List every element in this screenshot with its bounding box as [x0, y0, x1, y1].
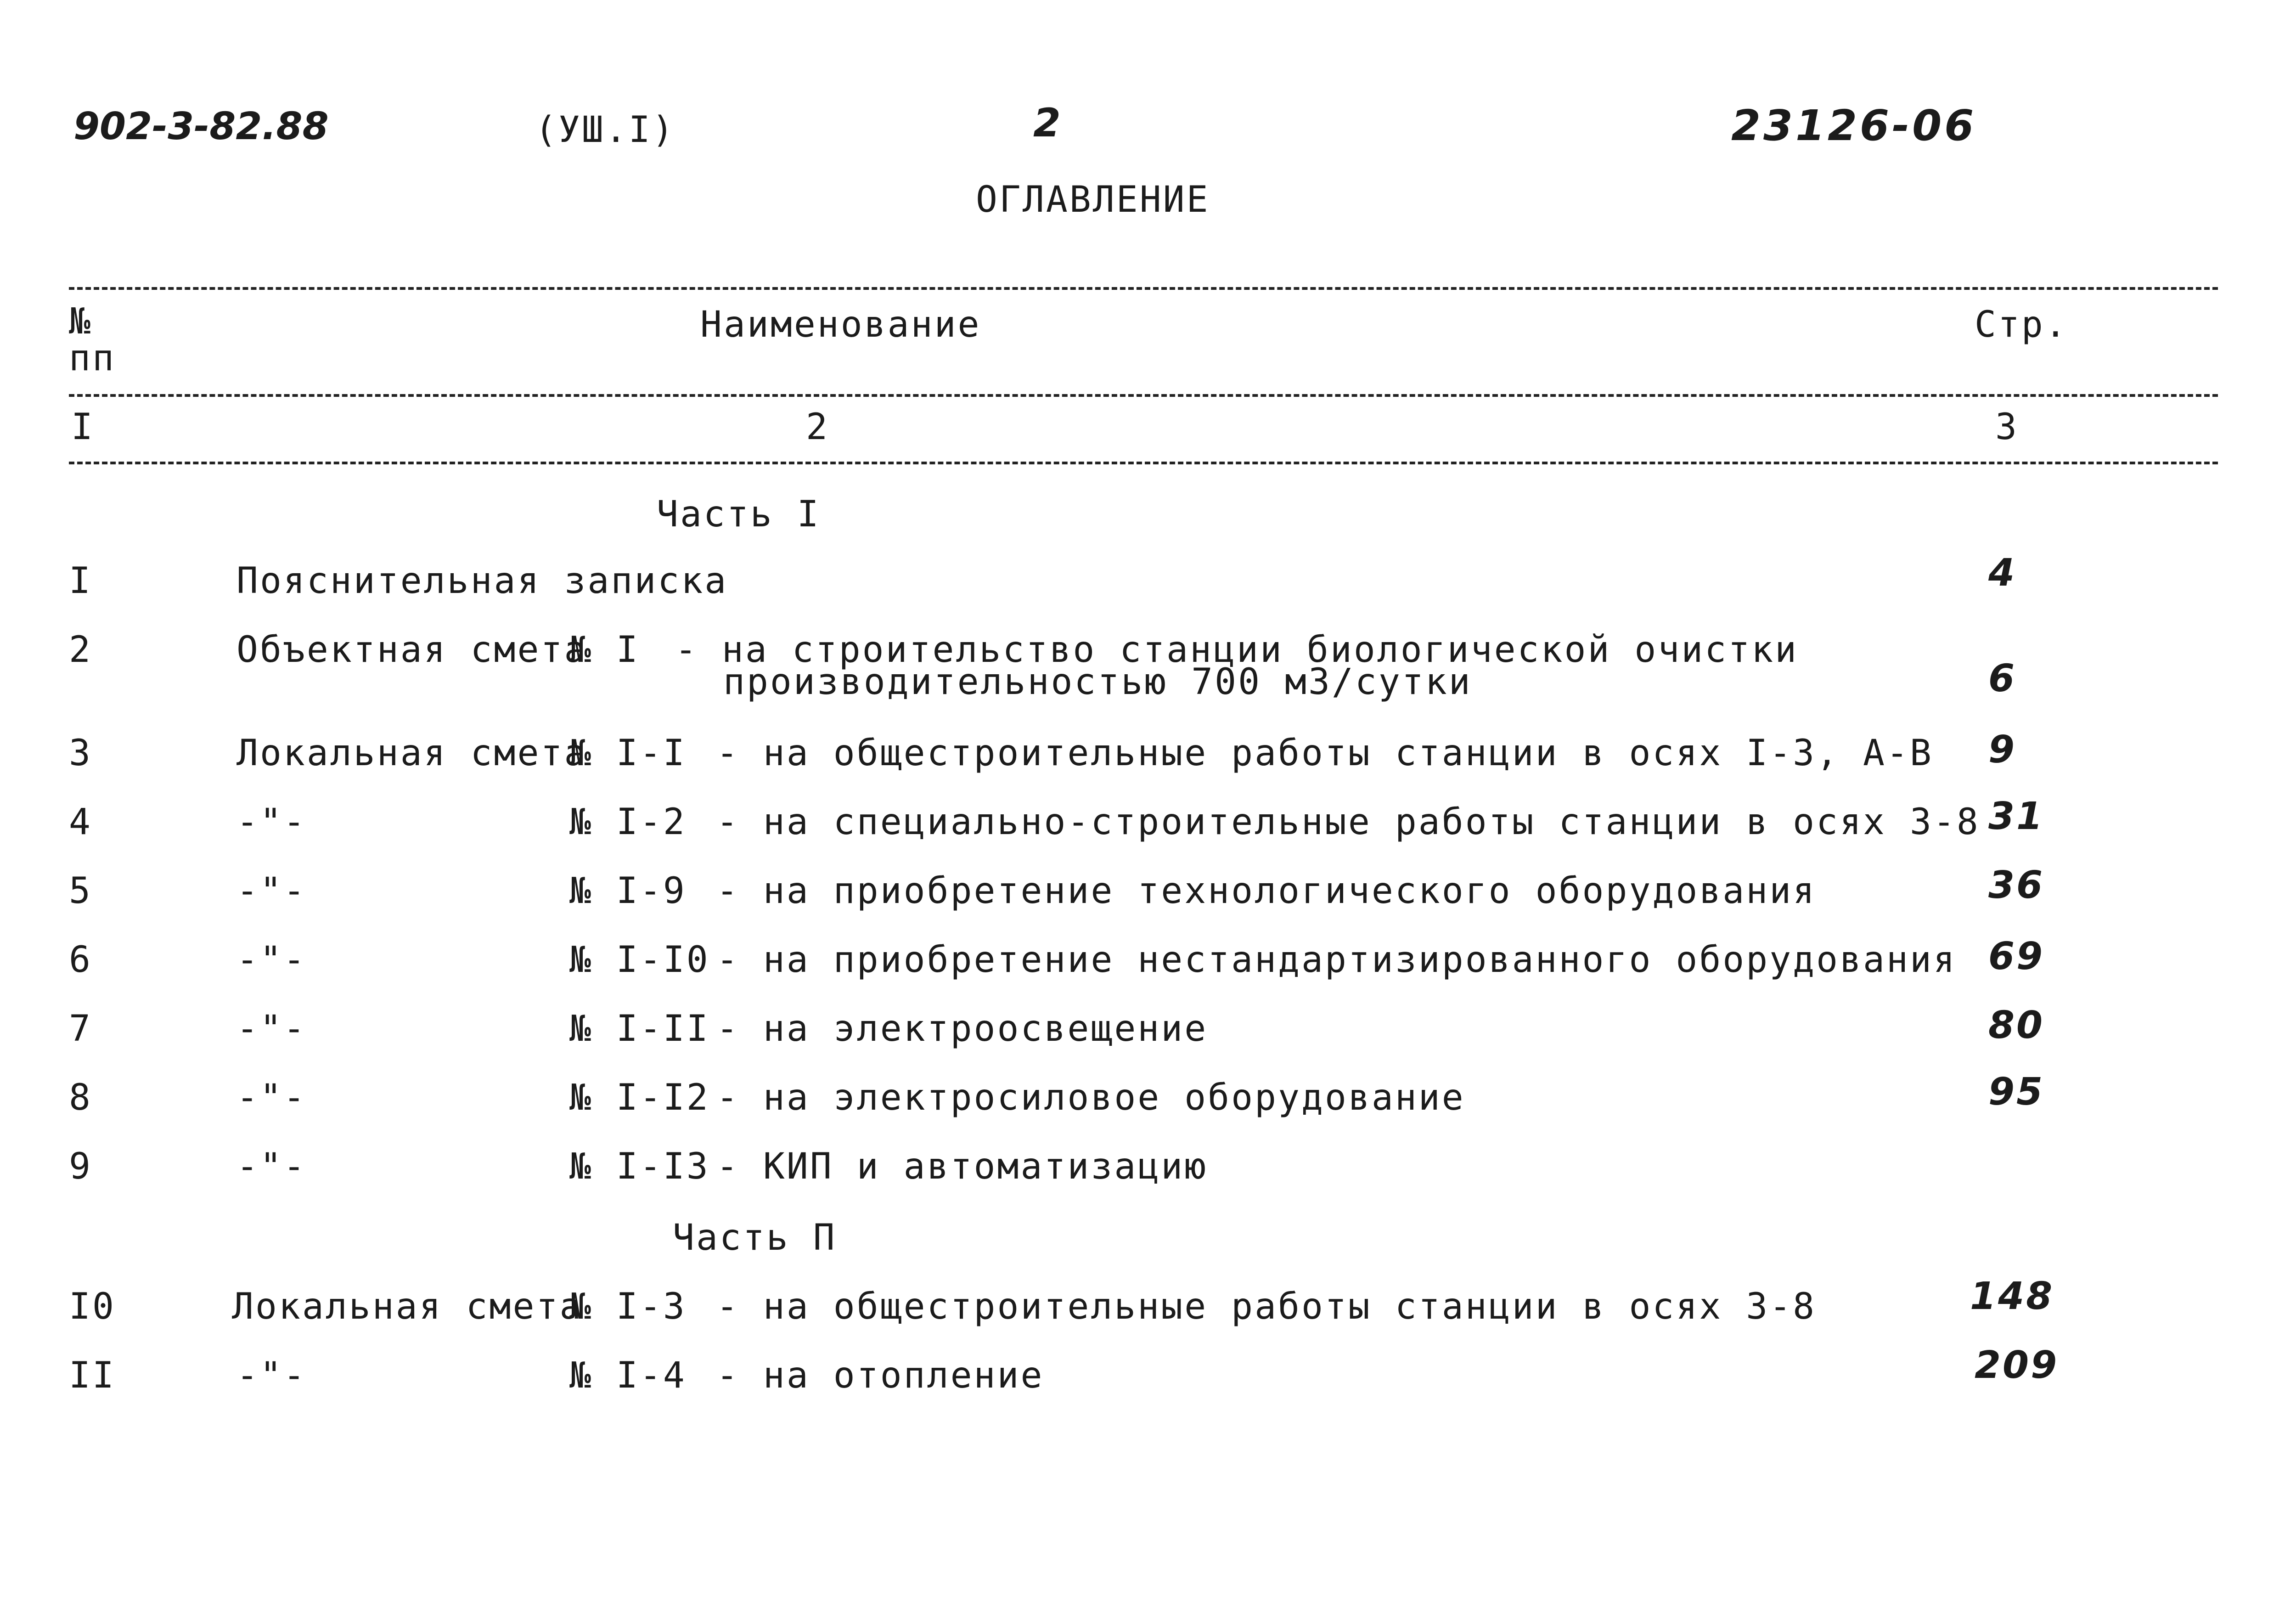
page-number: 2: [1033, 100, 1061, 146]
row-page: 80: [1988, 1004, 2045, 1047]
table-row: [0, 1146, 2296, 1192]
column-header-page: Стр.: [1975, 304, 2068, 345]
row-estimate-number: № I-9: [569, 870, 687, 912]
row-description: - на приобретение нестандартизированного оборудования: [716, 939, 1957, 981]
part-heading-1: Часть I: [657, 494, 821, 535]
table-row: [0, 1004, 2296, 1054]
row-description: - на общестроительные работы станции в осях I-3, А-В: [716, 733, 1933, 774]
row-page: 31: [1988, 795, 2045, 838]
column-header-name: Наименование: [700, 304, 981, 345]
table-row: [0, 935, 2296, 985]
row-number: 4: [69, 801, 92, 843]
row-page: 36: [1988, 863, 2045, 907]
row-number: 2: [69, 629, 92, 671]
volume-label: (УШ.I): [535, 109, 675, 151]
row-description: - на электроосвещение: [716, 1008, 1208, 1049]
archive-number: 23126-06: [1731, 101, 1977, 150]
row-document-type: -"-: [236, 1146, 307, 1187]
row-document-type: -"-: [236, 939, 307, 981]
row-estimate-number: № I-2: [569, 801, 687, 843]
document-code: 902-3-82.88: [73, 105, 329, 148]
row-number: 8: [69, 1077, 92, 1118]
row-number: I0: [69, 1286, 116, 1327]
row-estimate-number: № I-I0: [569, 939, 710, 981]
column-number-1: I: [71, 406, 95, 448]
row-document-type: Пояснительная записка: [236, 560, 728, 602]
row-description: - на строительство станции биологической очистки: [675, 629, 1799, 671]
row-estimate-number: № I-II: [569, 1008, 710, 1049]
table-row: [0, 629, 2296, 712]
row-estimate-number: № I-4: [569, 1355, 687, 1396]
row-estimate-number: № I: [569, 629, 640, 671]
row-page: 4: [1988, 551, 2017, 595]
row-description: - на электросиловое оборудование: [716, 1077, 1465, 1118]
column-number-2: 2: [806, 406, 829, 448]
divider-line: [69, 462, 2218, 464]
part-heading-2: Часть П: [673, 1217, 837, 1258]
row-document-type: Локальная смета: [236, 733, 588, 774]
table-row: [0, 1070, 2296, 1123]
table-row: [0, 1275, 2296, 1332]
row-number: 6: [69, 939, 92, 981]
row-page: 69: [1988, 935, 2045, 978]
row-description: - на общестроительные работы станции в осях 3-8: [716, 1286, 1817, 1327]
row-page: 95: [1988, 1070, 2045, 1114]
row-document-type: -"-: [236, 1355, 307, 1396]
row-document-type: -"-: [236, 1077, 307, 1118]
row-document-type: Локальная смета: [232, 1286, 583, 1327]
row-number: 5: [69, 870, 92, 912]
row-estimate-number: № I-I: [569, 733, 687, 774]
row-number: I: [69, 560, 92, 602]
row-document-type: -"-: [236, 870, 307, 912]
row-estimate-number: № I-3: [569, 1286, 687, 1327]
table-row: [0, 728, 2296, 779]
divider-line: [69, 287, 2218, 290]
row-number: II: [69, 1355, 116, 1396]
row-description: - на специально-строительные работы станции в осях 3-8: [716, 801, 1980, 843]
row-document-type: -"-: [236, 1008, 307, 1049]
row-description-continued: производительностью 700 м3/сутки: [723, 661, 1472, 703]
row-number: 7: [69, 1008, 92, 1049]
column-number-3: 3: [1995, 406, 2019, 448]
table-row: [0, 1343, 2296, 1401]
row-description: - на приобретение технологического оборудования: [716, 870, 1817, 912]
column-header-number: № пп: [69, 301, 116, 379]
row-page: 148: [1970, 1275, 2054, 1318]
table-row: [0, 551, 2296, 606]
row-page: 6: [1988, 657, 2017, 700]
row-estimate-number: № I-I2: [569, 1077, 710, 1118]
row-number: 9: [69, 1146, 92, 1187]
row-estimate-number: № I-I3: [569, 1146, 710, 1187]
row-description: - на отопление: [716, 1355, 1044, 1396]
row-document-type: -"-: [236, 801, 307, 843]
row-page: 209: [1975, 1343, 2059, 1387]
table-row: [0, 795, 2296, 847]
row-document-type: Объектная смета: [236, 629, 588, 671]
row-number: 3: [69, 733, 92, 774]
row-page: 9: [1988, 728, 2017, 772]
table-row: [0, 863, 2296, 916]
row-description: - КИП и автоматизацию: [716, 1146, 1208, 1187]
divider-line: [69, 394, 2218, 397]
page-title: ОГЛАВЛЕНИЕ: [976, 179, 1210, 220]
